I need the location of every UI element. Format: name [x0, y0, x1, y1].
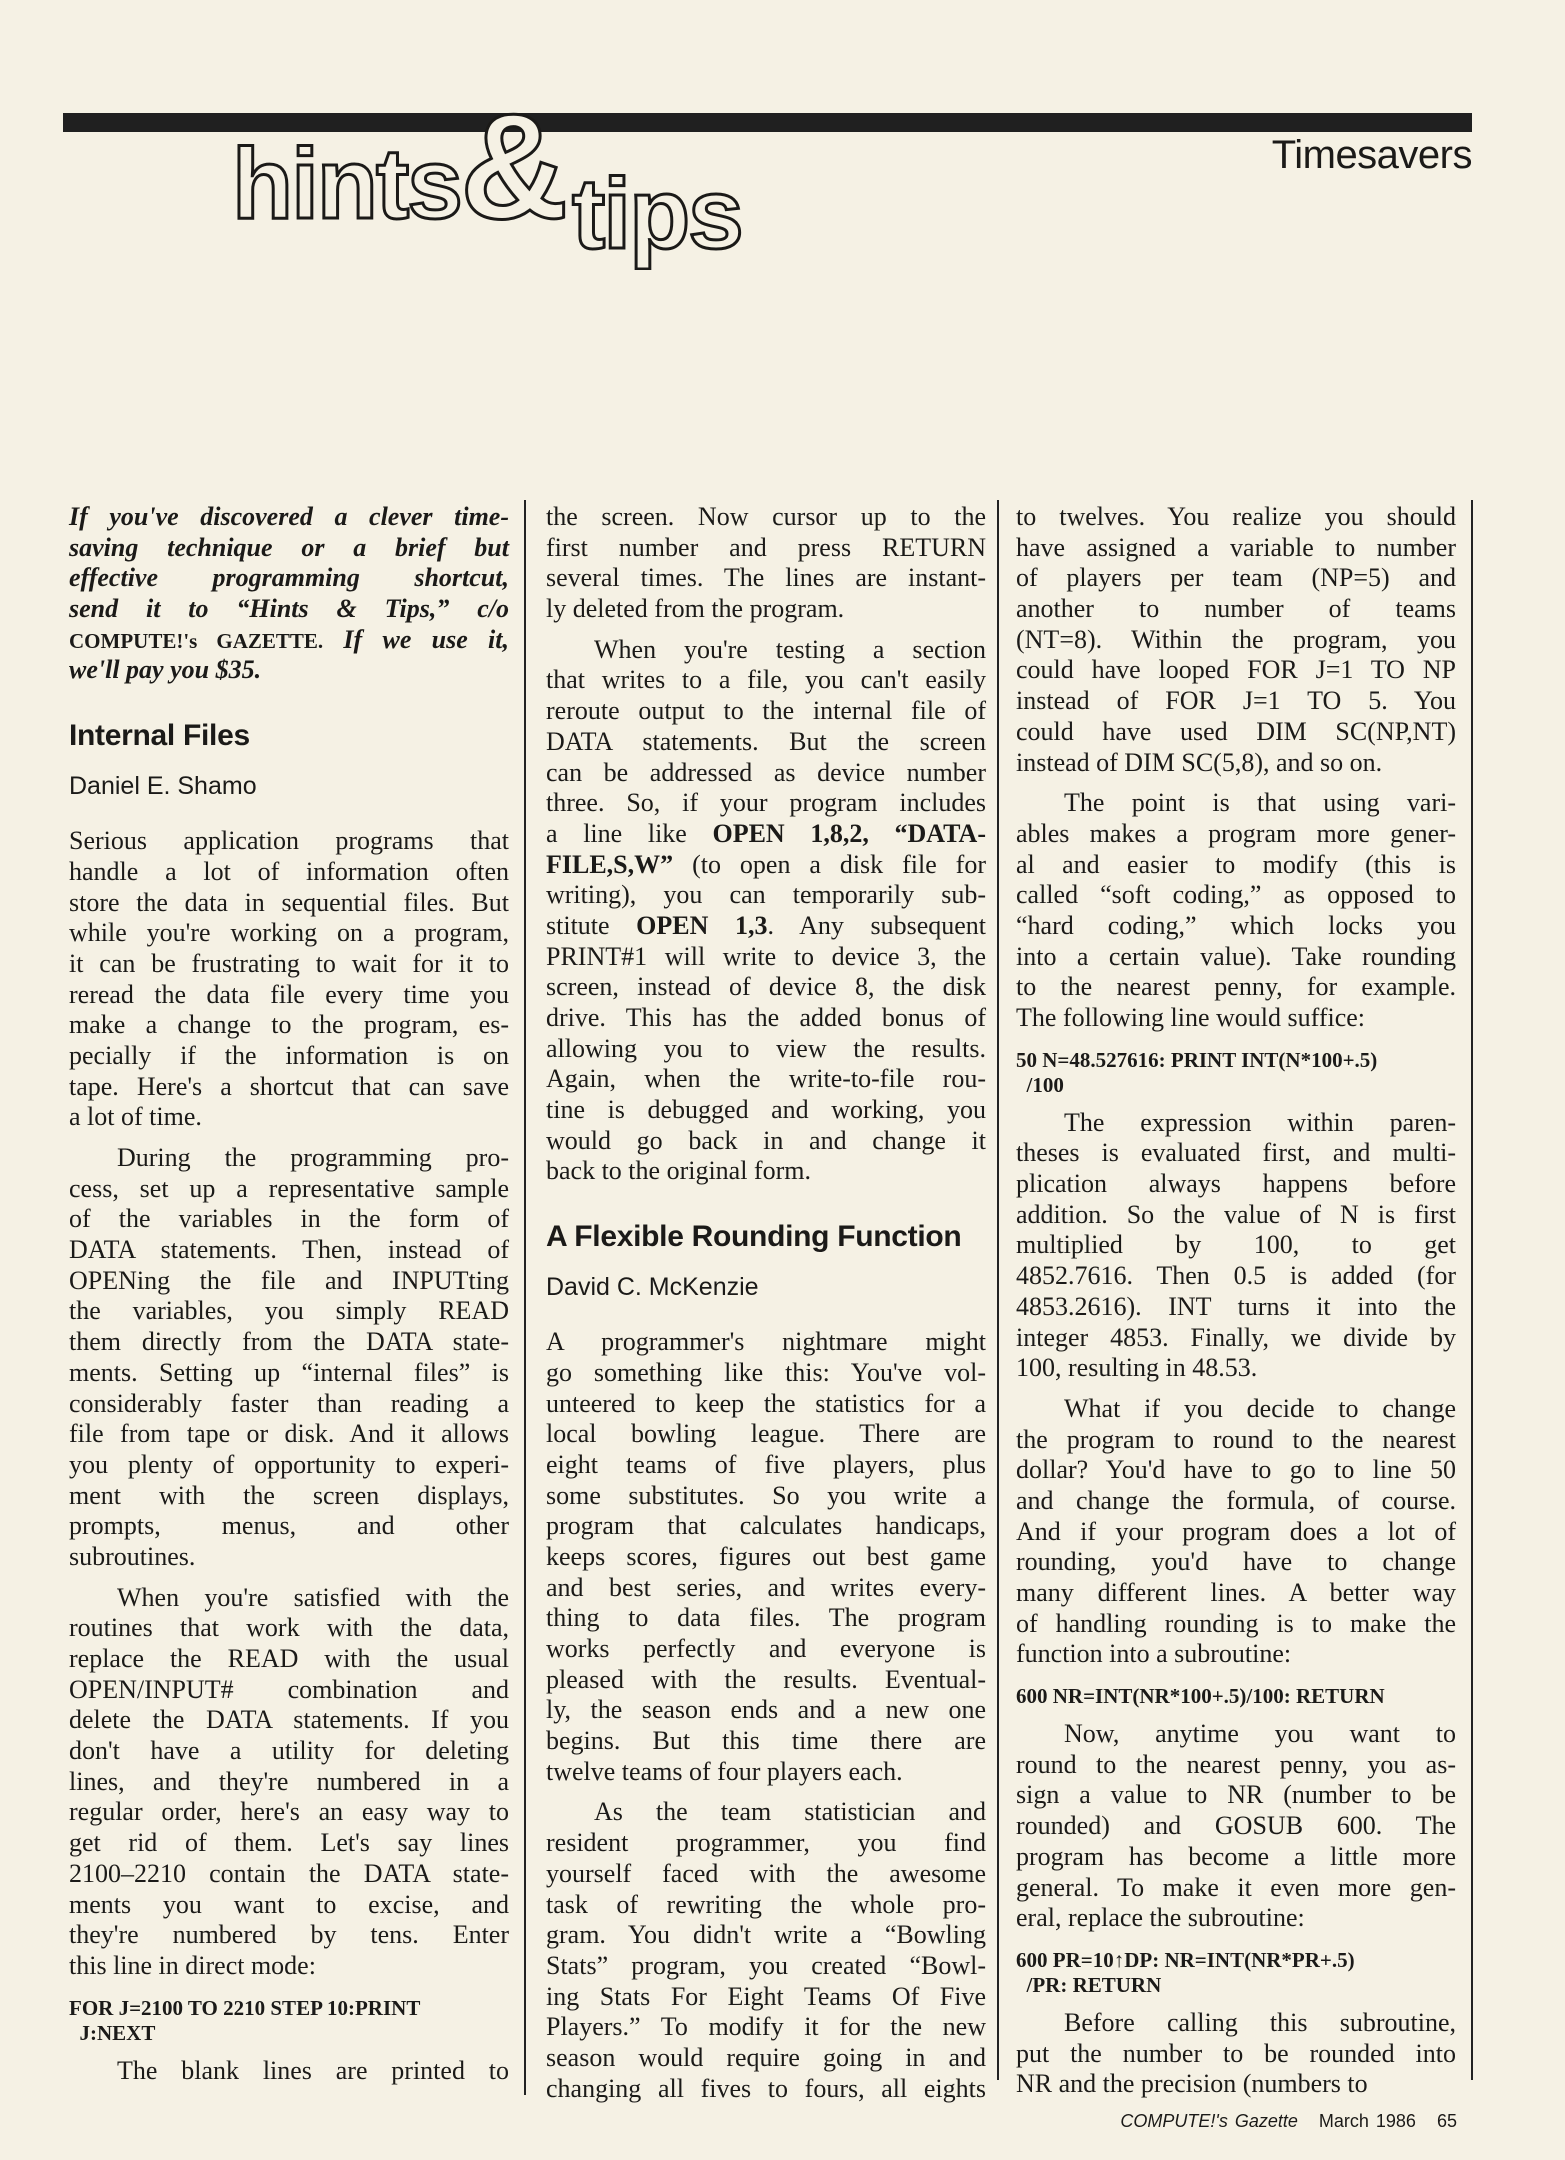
text-line: program that calculates handicaps,	[546, 1511, 986, 1541]
text-segment: . Any subsequent	[767, 910, 986, 940]
text-segment: OPEN 1,8,2, “DATA-	[712, 818, 986, 848]
code-listing	[1016, 1048, 1456, 1098]
text-line: could have looped FOR J=1 TO NP	[1016, 655, 1456, 685]
paragraph	[1016, 788, 1456, 1034]
text-line: saving technique or a brief but	[69, 532, 509, 562]
code-line: /100	[1016, 1072, 1064, 1097]
text-line: can be addressed as device number	[546, 757, 986, 787]
text-line: regular order, here's an easy way to	[69, 1797, 509, 1827]
issue-date: March 1986	[1318, 2111, 1416, 2131]
text-line: while you're working on a program,	[69, 918, 509, 948]
text-line: The following line would suffice:	[1016, 1003, 1366, 1032]
text-line: Now, anytime you want to	[1064, 1719, 1456, 1749]
text-line: don't have a utility for deleting	[69, 1736, 509, 1766]
text-line: routines that work with the data,	[69, 1613, 509, 1643]
text-segment: COMPUTE!'s GAZETTE.	[69, 628, 324, 653]
text-line: get rid of them. Let's say lines	[69, 1828, 509, 1858]
text-line: this line in direct mode:	[69, 1950, 316, 1980]
page-footer	[1120, 2111, 1457, 2132]
text-line: thing to data files. The program	[546, 1603, 986, 1633]
text-segment: If we use it,	[323, 624, 509, 654]
paragraph	[546, 1797, 986, 2104]
code-listing	[1016, 1948, 1456, 1998]
text-line: If you've discovered a clever time-	[69, 502, 509, 531]
text-line	[546, 819, 986, 850]
text-line: drive. This has the added bonus of	[546, 1003, 986, 1032]
text-line: considerably faster than reading a	[69, 1388, 509, 1418]
paragraph	[1016, 1394, 1456, 1670]
paragraph	[546, 1327, 986, 1787]
text-line	[69, 625, 509, 656]
code-listing	[1016, 1684, 1456, 1709]
text-line: yourself faced with the awesome	[546, 1858, 986, 1888]
article-author: David C. McKenzie	[546, 1273, 759, 1302]
text-line: many different lines. A better way	[1016, 1578, 1456, 1607]
text-line: Serious application programs that	[69, 826, 509, 856]
text-line: theses is evaluated first, and multi-	[1016, 1138, 1456, 1168]
text-line: instead of FOR J=1 TO 5. You	[1016, 686, 1456, 716]
text-line: prompts, menus, and other	[69, 1511, 509, 1541]
text-line: screen, instead of device 8, the disk	[546, 972, 986, 1002]
text-line: the variables, you simply READ	[69, 1296, 509, 1326]
text-line: season would require going in and	[546, 2042, 986, 2072]
section-title: Timesavers	[1271, 133, 1472, 177]
code-line: J:NEXT	[69, 2020, 156, 2045]
text-line: keeps scores, figures out best game	[546, 1541, 986, 1571]
logo-ampersand: &	[460, 100, 569, 250]
text-line: them directly from the DATA state-	[69, 1327, 509, 1357]
text-line: it can be frustrating to wait for it to	[69, 948, 509, 978]
text-line: What if you decide to change	[1064, 1393, 1456, 1423]
text-line: ly, the season ends and a new one	[546, 1695, 986, 1725]
code-line: 600 PR=10↑DP: NR=INT(NR*PR+.5)	[1016, 1947, 1355, 1972]
text-line: of handling rounding is to make the	[1016, 1608, 1456, 1638]
text-line: A programmer's nightmare might	[546, 1327, 986, 1357]
text-line: writing), you can temporarily sub-	[546, 880, 986, 910]
text-line: into a certain value). Take rounding	[1016, 941, 1456, 971]
text-line: make a change to the program, es-	[69, 1010, 509, 1040]
text-line: As the team statistician and	[594, 1797, 986, 1827]
text-line: back to the original form.	[546, 1156, 811, 1186]
text-line: changing all fives to fours, all eights	[546, 2073, 986, 2103]
column-1	[69, 502, 509, 2086]
text-line: program has become a little more	[1016, 1841, 1456, 1871]
text-line: tine is debugged and working, you	[546, 1095, 986, 1125]
text-line: And if your program does a lot of	[1016, 1516, 1456, 1546]
text-line: to the nearest penny, for example.	[1016, 972, 1456, 1002]
text-line: twelve teams of four players each.	[546, 1756, 903, 1786]
text-line: ment with the screen displays,	[69, 1480, 509, 1510]
logo-word-tips: tips	[572, 158, 742, 270]
text-line: send it to “Hints & Tips,” c/o	[69, 594, 509, 624]
text-line: reread the data file every time you	[69, 979, 509, 1009]
text-line: that writes to a file, you can't easily	[546, 665, 986, 695]
text-line: the screen. Now cursor up to the	[546, 502, 986, 531]
text-line: and best series, and writes every-	[546, 1572, 986, 1602]
column-divider	[997, 500, 999, 2080]
paragraph	[69, 826, 509, 1133]
text-line: When you're testing a section	[594, 634, 986, 664]
text-line	[546, 850, 986, 881]
text-line: addition. So the value of N is first	[1016, 1199, 1456, 1229]
text-line: some substitutes. So you write a	[546, 1480, 986, 1510]
text-line: a lot of time.	[69, 1102, 202, 1132]
text-line: 4852.7616. Then 0.5 is added (for	[1016, 1261, 1456, 1291]
text-line: three. So, if your program includes	[546, 788, 986, 818]
text-line: ments. Setting up “internal files” is	[69, 1357, 509, 1387]
text-line: OPEN/INPUT# combination and	[69, 1674, 509, 1704]
text-line: tape. Here's a shortcut that can save	[69, 1071, 509, 1101]
text-line: subroutines.	[69, 1541, 196, 1571]
article-heading: A Flexible Rounding Function	[546, 1220, 962, 1254]
text-line: rounding, you'd have to change	[1016, 1547, 1456, 1577]
article-author: Daniel E. Shamo	[69, 772, 257, 801]
text-line: eight teams of five players, plus	[546, 1449, 986, 1479]
paragraph	[1016, 2008, 1456, 2100]
text-line: al and easier to modify (this is	[1016, 849, 1456, 879]
text-line: have assigned a variable to number	[1016, 532, 1456, 562]
code-line: /PR: RETURN	[1016, 1972, 1162, 1997]
column-3	[1016, 502, 1456, 2100]
text-line: local bowling league. There are	[546, 1419, 986, 1449]
text-line	[546, 911, 986, 942]
text-segment: (to open a disk file for	[673, 849, 986, 879]
text-line: dollar? You'd have to go to line 50	[1016, 1455, 1456, 1485]
text-line: you plenty of opportunity to experi-	[69, 1449, 509, 1479]
text-line: resident programmer, you find	[546, 1828, 986, 1858]
text-line: multiplied by 100, to get	[1016, 1230, 1456, 1260]
text-line: round to the nearest penny, you as-	[1016, 1749, 1456, 1779]
text-segment: OPEN 1,3	[636, 910, 768, 940]
text-line: put the number to be rounded into	[1016, 2038, 1456, 2068]
text-line: lines, and they're numbered in a	[69, 1766, 509, 1796]
text-line: Stats” program, you created “Bowl-	[546, 1950, 986, 1980]
text-line: of the variables in the form of	[69, 1204, 509, 1234]
text-line: would go back in and change it	[546, 1125, 986, 1155]
text-line: ments you want to excise, and	[69, 1889, 509, 1919]
text-line: ables makes a program more gener-	[1016, 818, 1456, 848]
text-line: go something like this: You've vol-	[546, 1357, 986, 1387]
text-line: rounded) and GOSUB 600. The	[1016, 1811, 1456, 1841]
text-line: 4853.2616). INT turns it into the	[1016, 1291, 1456, 1321]
text-line: begins. But this time there are	[546, 1726, 986, 1756]
text-segment: FILE,S,W”	[546, 849, 674, 879]
text-line: eral, replace the subroutine:	[1016, 1903, 1305, 1933]
text-line: sign a value to NR (number to be	[1016, 1780, 1456, 1810]
text-line: effective programming shortcut,	[69, 563, 509, 593]
text-line: ly deleted from the program.	[546, 594, 845, 624]
text-line: integer 4853. Finally, we divide by	[1016, 1322, 1456, 1352]
text-line: Players.” To modify it for the new	[546, 2012, 986, 2042]
text-line: store the data in sequential files. But	[69, 887, 509, 917]
text-line: another to number of teams	[1016, 594, 1456, 624]
text-line: delete the DATA statements. If you	[69, 1705, 509, 1735]
code-line: FOR J=2100 TO 2210 STEP 10:PRINT	[69, 1995, 421, 2020]
text-line: of players per team (NP=5) and	[1016, 563, 1456, 593]
text-line: they're numbered by tens. Enter	[69, 1920, 509, 1950]
paragraph	[546, 635, 986, 1187]
paragraph	[69, 1143, 509, 1573]
text-line: “hard coding,” which locks you	[1016, 910, 1456, 940]
text-line: first number and press RETURN	[546, 532, 986, 562]
text-line: task of rewriting the whole pro-	[546, 1889, 986, 1919]
text-line: unteered to keep the statistics for a	[546, 1388, 986, 1418]
text-line: handle a lot of information often	[69, 856, 509, 886]
code-line: 50 N=48.527616: PRINT INT(N*100+.5)	[1016, 1047, 1378, 1072]
text-line: The blank lines are printed to	[117, 2055, 509, 2085]
paragraph	[1016, 502, 1456, 778]
text-line: allowing you to view the results.	[546, 1033, 986, 1063]
code-listing	[69, 1996, 509, 2046]
text-line: OPENing the file and INPUTting	[69, 1265, 509, 1295]
text-line: several times. The lines are instant-	[546, 563, 986, 593]
text-line: function into a subroutine:	[1016, 1639, 1292, 1669]
text-line: pleased with the results. Eventual-	[546, 1664, 986, 1694]
text-segment: stitute	[546, 910, 637, 940]
text-line: During the programming pro-	[117, 1143, 509, 1172]
text-line: PRINT#1 will write to device 3, the	[546, 941, 986, 971]
column-divider	[1471, 500, 1473, 2080]
text-line: and change the formula, of course.	[1016, 1485, 1456, 1515]
text-line: replace the READ with the usual	[69, 1644, 509, 1673]
column-2	[546, 502, 986, 2104]
text-line: The expression within paren-	[1064, 1107, 1456, 1137]
text-line: Before calling this subroutine,	[1064, 2007, 1456, 2037]
text-line: file from tape or disk. And it allows	[69, 1419, 509, 1449]
text-line: 100, resulting in 48.53.	[1016, 1353, 1258, 1383]
logo-word-hints: hints	[232, 128, 461, 240]
text-line: ing Stats For Eight Teams Of Five	[546, 1981, 986, 2011]
text-line: instead of DIM SC(5,8), and so on.	[1016, 747, 1383, 777]
text-line: could have used DIM SC(NP,NT)	[1016, 716, 1456, 746]
paragraph	[69, 2056, 509, 2087]
text-line: 2100–2210 contain the DATA state-	[69, 1858, 509, 1888]
page-number: 65	[1436, 2111, 1457, 2131]
text-segment: a line like	[546, 818, 713, 848]
column-divider	[524, 500, 526, 2095]
text-line: DATA statements. Then, instead of	[69, 1235, 509, 1265]
paragraph	[69, 1583, 509, 1982]
text-line: the program to round to the nearest	[1016, 1424, 1456, 1454]
text-line: works perfectly and everyone is	[546, 1634, 986, 1663]
text-line: When you're satisfied with the	[117, 1582, 509, 1612]
hints-and-tips-logo	[220, 100, 780, 270]
article-heading: Internal Files	[69, 719, 250, 753]
text-line: we'll pay you $35.	[69, 655, 262, 685]
paragraph	[546, 502, 986, 625]
text-line: gram. You didn't write a “Bowling	[546, 1920, 986, 1950]
paragraph	[1016, 1719, 1456, 1934]
text-line: pecially if the information is on	[69, 1040, 509, 1070]
text-line: general. To make it even more gen-	[1016, 1872, 1456, 1902]
text-line: The point is that using vari-	[1064, 788, 1456, 818]
text-line: called “soft coding,” as opposed to	[1016, 880, 1456, 910]
text-line: to twelves. You realize you should	[1016, 502, 1456, 531]
paragraph	[1016, 1108, 1456, 1384]
magazine-name: COMPUTE!'s Gazette	[1120, 2111, 1298, 2131]
text-line: DATA statements. But the screen	[546, 726, 986, 756]
code-line: 600 NR=INT(NR*100+.5)/100: RETURN	[1016, 1684, 1385, 1709]
text-line: Again, when the write-to-file rou-	[546, 1064, 986, 1094]
text-line: plication always happens before	[1016, 1169, 1456, 1199]
text-line: (NT=8). Within the program, you	[1016, 624, 1456, 654]
text-line: cess, set up a representative sample	[69, 1173, 509, 1203]
text-line: NR and the precision (numbers to	[1016, 2069, 1368, 2099]
text-line: reroute output to the internal file of	[546, 696, 986, 726]
submission-invitation	[69, 502, 509, 686]
